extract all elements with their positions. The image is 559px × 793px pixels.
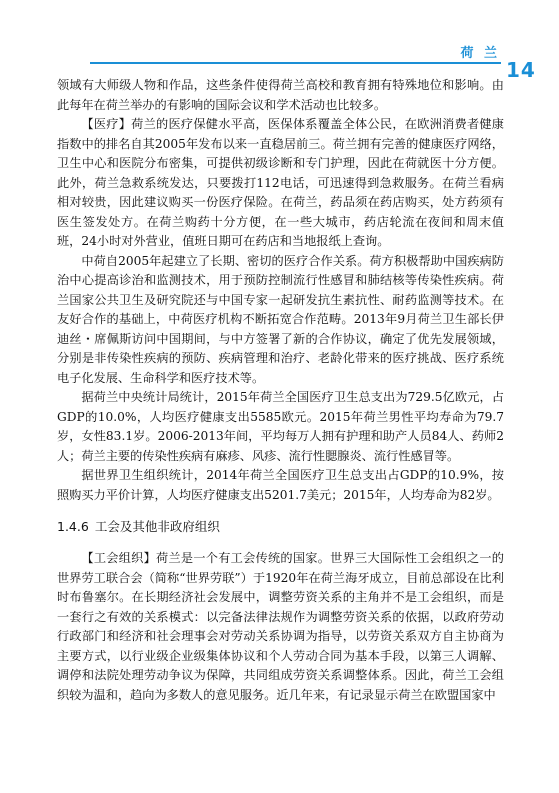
section-title: 工会及其他非政府组织: [94, 519, 220, 534]
paragraph-cbs-statistics: 据荷兰中央统计局统计，2015年荷兰全国医疗卫生总支出为729.5亿欧元，占GDP的10.0%，人均医疗健康支出5585欧元。2015年荷兰男性平均寿命为79.7岁，女性83.1岁。2006-2013年间，平均每万人拥有护理和助产人员84人、药师2人；荷兰主要的传染性疾病有麻疹、风疹、流行性腮腺炎、流行性感冒等。: [57, 390, 504, 463]
paragraph-who-statistics: 据世界卫生组织统计，2014年荷兰全国医疗卫生总支出占GDP的10.9%，按照购买力平价计算，人均医疗健康支出5201.7美元；2015年，人均寿命为82岁。: [57, 468, 504, 502]
page-number: 14: [506, 58, 536, 82]
paragraph-trade-unions: 【工会组织】荷兰是一个有工会传统的国家。世界三大国际性工会组织之一的世界劳工联合会（简称“世界劳联”）于1920年在荷兰海牙成立，目前总部设在比利时布鲁塞尔。在长期经济社会发展中，调整劳资关系的主角并不是工会组织，而是一套行之有效的关系模式：以完备法律法规作为调整劳资关系的依据，以政府劳动行政部门和经济和社会理事会对劳动关系协调为指导，以劳资关系双方自主协商为主要方式，以行业级企业级集体协议和个人劳动合同为基本手段，以第三人调解、调停和法院处理劳动争议为保障，共同组成劳资关系调整体系。因此，荷兰工会组织较为温和，趋向为多数人的意见服务。近几年来，有记录显示荷兰在欧盟国家中: [57, 551, 504, 702]
page-body: [57, 76, 504, 705]
header-rule: [90, 62, 501, 64]
section-number: 1.4.6: [57, 519, 89, 534]
paragraph-education-continued: 领域有大师级人物和作品，这些条件使得荷兰高校和教育拥有特殊地位和影响。由此每年在荷兰举办的有影响的国际会议和学术活动也比较多。: [57, 78, 504, 112]
section-heading: [57, 517, 504, 537]
running-header-title: 荷 兰: [460, 46, 500, 61]
paragraph-china-netherlands-cooperation: 中荷自2005年起建立了长期、密切的医疗合作关系。荷方积极帮助中国疾病防治中心提高诊治和监测技术，用于预防控制流行性感冒和肺结核等传染性疾病。荷兰国家公共卫生及研究院还与中国专家一起研发抗生素抗性、耐药监测等技术。在友好合作的基础上，中荷医疗机构不断拓宽合作范畴。2013年9月荷兰卫生部长伊迪丝・席佩斯访问中国期间，与中方签署了新的合作协议，确定了优先发展领域，分别是非传染性疾病的预防、疾病管理和治疗、老龄化带来的医疗挑战、医疗系统电子化发展、生命科学和医疗技术等。: [57, 253, 504, 385]
paragraph-medical: 【医疗】荷兰的医疗保健水平高，医保体系覆盖全体公民，在欧洲消费者健康指数中的排名自其2005年发布以来一直稳居前三。荷兰拥有完善的健康医疗网络，卫生中心和医院分布密集，可提供初级诊断和专门护理，因此在荷就医十分方便。此外，荷兰急救系统发达，只要拨打112电话，可迅速得到急救服务。在荷兰看病相对较贵，因此建议购买一份医疗保险。在荷兰，药品须在药店购买，处方药须有医生签发处方。在荷兰购药十分方便，在一些大城市，药店轮流在夜间和周末值班，24小时对外营业，值班日期可在药店和当地报纸上查询。: [57, 117, 504, 248]
